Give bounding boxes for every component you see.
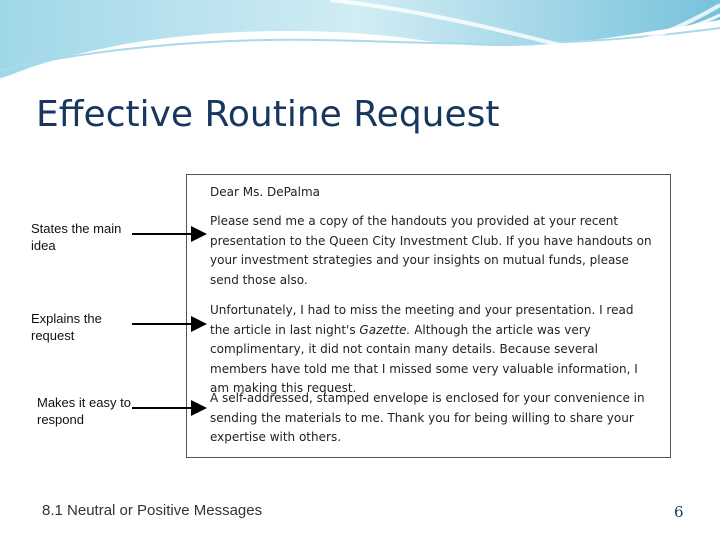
letter-paragraph-explanation-end: Although the article was very complimentary, it did not contain many details. Because several members have told me that I missed some very valuable information, I am making this request. xyxy=(210,322,638,395)
page-number: 6 xyxy=(674,503,684,521)
footer-section-label: 8.1 Neutral or Positive Messages xyxy=(42,502,263,519)
letter-paragraph-explanation-start: Unfortunately, I had to miss the meeting and your presentation. I read the article in last night's xyxy=(210,303,634,337)
letter-salutation: Dear Ms. DePalma xyxy=(210,185,321,199)
letter-paragraph-closing: A self-addressed, stamped envelope is enclosed for your convenience in sending the materials to me. Thank you for being willing to share your expertise with others. xyxy=(210,391,645,444)
header-swoosh-decoration xyxy=(0,0,720,90)
annotation-easy-to-respond: Makes it easy to respond xyxy=(37,395,131,427)
letter-paragraph-explanation xyxy=(210,301,654,399)
sample-letter xyxy=(186,174,671,458)
letter-paragraph-main-idea: Please send me a copy of the handouts you provided at your recent presentation to the Queen City Investment Club. If you have handouts on your investment strategies and your insights on mutual funds, please send those also. xyxy=(210,214,652,287)
slide-title: Effective Routine Request xyxy=(36,94,500,135)
gazette-title: Gazette. xyxy=(359,322,411,337)
annotation-main-idea: States the main idea xyxy=(31,221,122,253)
annotation-explains-request: Explains the request xyxy=(31,311,102,343)
